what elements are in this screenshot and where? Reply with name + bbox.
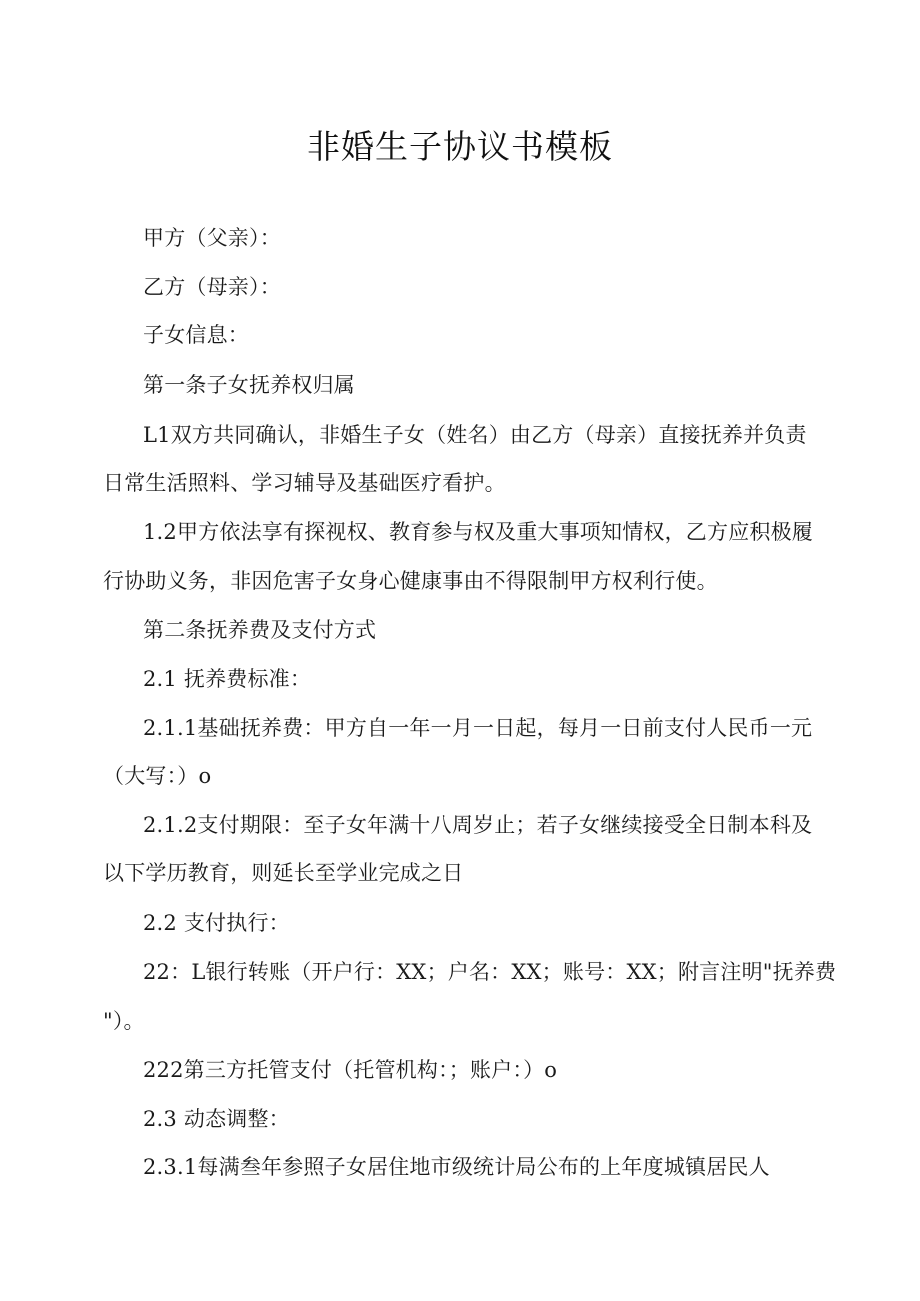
article-2-heading: 第二条抚养费及支付方式	[143, 618, 377, 642]
clause-2-3-1-line: 2.3.1每满叁年参照子女居住地市级统计局公布的上年度城镇居民人	[143, 1155, 770, 1179]
clause-2-3-heading: 2.3 动态调整：	[143, 1107, 290, 1131]
clause-2-2-heading: 2.2 支付执行：	[143, 911, 290, 935]
clause-2-1-1-line-2: （大写：）o	[103, 764, 212, 788]
party-b-line: 乙方（母亲）：	[143, 275, 281, 299]
party-a-line: 甲方（父亲）：	[143, 226, 281, 250]
clause-2-2-1-line-1: 22：L银行转账（开户行：XX；户名：XX；账号：XX；附言注明"抚养费	[143, 960, 837, 984]
child-info-line: 子女信息：	[143, 323, 249, 347]
clause-2-1-2-line-2: 以下学历教育，则延长至学业完成之日	[103, 861, 464, 885]
clause-1-2-line-1: 1.2甲方依法享有探视权、教育参与权及重大事项知情权，乙方应积极履	[143, 520, 813, 544]
clause-2-2-1-line-2: "）。	[103, 1009, 145, 1033]
clause-2-1-1-line-1: 2.1.1基础抚养费：甲方自一年一月一日起，每月一日前支付人民币一元	[143, 716, 813, 740]
article-1-heading: 第一条子女抚养权归属	[143, 373, 355, 397]
clause-1-2-line-2: 行协助义务，非因危害子女身心健康事由不得限制甲方权利行使。	[103, 569, 718, 593]
clause-2-1-2-line-1: 2.1.2支付期限：至子女年满十八周岁止；若子女继续接受全日制本科及	[143, 813, 813, 837]
clause-1-1-line-2: 日常生活照料、学习辅导及基础医疗看护。	[103, 471, 506, 495]
clause-2-1-heading: 2.1 抚养费标准：	[143, 667, 312, 691]
clause-2-2-2-line: 222第三方托管支付（托管机构：；账户：）o	[143, 1058, 558, 1082]
document-title: 非婚生子协议书模板	[307, 127, 613, 166]
clause-1-1-line-1: L1双方共同确认，非婚生子女（姓名）由乙方（母亲）直接抚养并负责	[143, 423, 807, 447]
